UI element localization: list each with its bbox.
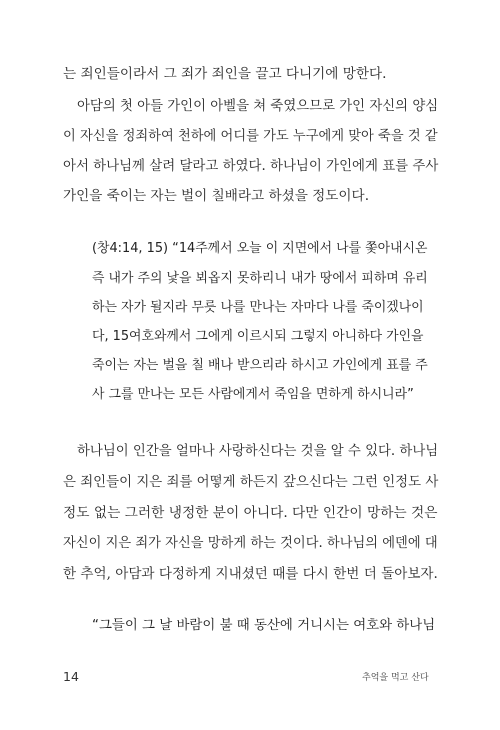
body-text-line: 는 죄인들이라서 그 죄가 죄인을 끌고 다니기에 망한다. [63, 66, 387, 82]
body-text-line: 하나님이 인간을 얼마나 사랑하신다는 것을 알 수 있다. 하나님 [77, 443, 439, 459]
scripture-quote-line: 사 그를 만나는 모든 사람에게서 죽임을 면하게 하시니라” [92, 387, 414, 402]
body-text-line: 가인을 죽이는 자는 벌이 칠배라고 하셨을 정도이다. [63, 188, 370, 204]
body-text-line: 자신이 지은 죄가 자신을 망하게 하는 것이다. 하나님의 에덴에 대 [63, 535, 438, 551]
body-text-line: 은 죄인들이 지은 죄를 어떻게 하든지 갚으신다는 그런 인정도 사 [63, 474, 439, 490]
page-number: 14 [63, 669, 79, 684]
running-title: 추억을 먹고 산다 [362, 673, 429, 683]
body-text-line: 이 자신을 정죄하여 천하에 어디를 가도 누구에게 맞아 죽을 것 같 [63, 128, 438, 144]
body-text-line: 정도 없는 그러한 냉정한 분이 아니다. 다만 인간이 망하는 것은 [63, 505, 438, 521]
scripture-quote-line: (창4:14, 15) “14주께서 오늘 이 지면에서 나를 쫓아내시온 [92, 241, 428, 256]
scripture-quote-line: 즉 내가 주의 낯을 뵈옵지 못하리니 내가 땅에서 피하며 유리 [92, 271, 428, 286]
scripture-quote-line: 하는 자가 될지라 무릇 나를 만나는 자마다 나를 죽이겠나이 [92, 300, 424, 315]
body-text-line: 한 추억, 아담과 다정하게 지내셨던 때를 다시 한번 더 돌아보자. [63, 566, 438, 582]
scripture-quote-line: “그들이 그 날 바람이 불 때 동산에 거니시는 여호와 하나님 [92, 618, 436, 633]
scripture-quote-line: 다, 15여호와께서 그에게 이르시되 그렇지 아니하다 가인을 [92, 329, 424, 344]
scripture-quote-line: 죽이는 자는 벌을 칠 배나 받으리라 하시고 가인에게 표를 주 [92, 358, 428, 373]
body-text-line: 아서 하나님께 살려 달라고 하였다. 하나님이 가인에게 표를 주사 [63, 158, 439, 174]
body-text-line: 아담의 첫 아들 가인이 아벨을 쳐 죽였으므로 가인 자신의 양심 [77, 98, 439, 114]
